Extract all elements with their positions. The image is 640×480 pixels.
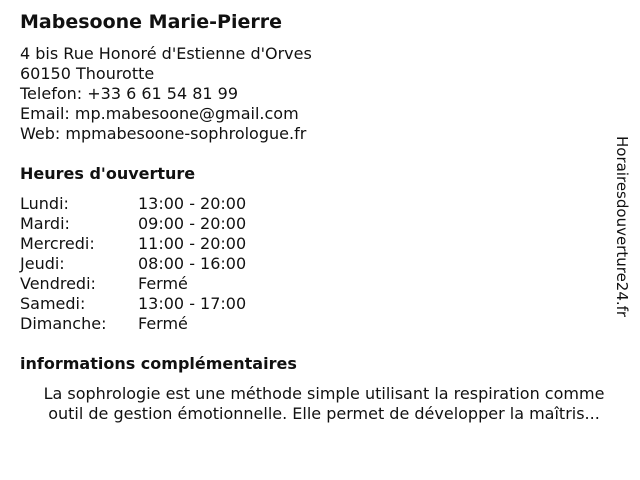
email-line: Email: mp.mabesoone@gmail.com bbox=[20, 104, 299, 123]
info-description bbox=[18, 384, 630, 424]
time-value: Fermé bbox=[138, 274, 188, 293]
hours-row-vendredi bbox=[20, 274, 280, 294]
hours-row-lundi bbox=[20, 194, 280, 214]
day-label: Vendredi: bbox=[20, 274, 96, 293]
hours-heading: Heures d'ouverture bbox=[20, 164, 196, 183]
hours-row-mercredi bbox=[20, 234, 280, 254]
hours-row-samedi bbox=[20, 294, 280, 314]
time-value: 13:00 - 17:00 bbox=[138, 294, 247, 313]
contact-block bbox=[20, 44, 312, 144]
watermark-text: Horairesdouverture24.fr bbox=[613, 136, 631, 318]
hours-row-jeudi bbox=[20, 254, 280, 274]
day-label: Samedi: bbox=[20, 294, 86, 313]
hours-row-dimanche bbox=[20, 314, 280, 334]
day-label: Lundi: bbox=[20, 194, 69, 213]
watermark bbox=[612, 136, 632, 346]
time-value: 11:00 - 20:00 bbox=[138, 234, 247, 253]
hours-table bbox=[20, 194, 280, 334]
business-name: Mabesoone Marie-Pierre bbox=[20, 11, 282, 33]
day-label: Mardi: bbox=[20, 214, 70, 233]
time-value: 13:00 - 20:00 bbox=[138, 194, 247, 213]
time-value: Fermé bbox=[138, 314, 188, 333]
day-label: Mercredi: bbox=[20, 234, 95, 253]
day-label: Jeudi: bbox=[20, 254, 65, 273]
description-line: La sophrologie est une méthode simple utilisant la respiration comme bbox=[43, 384, 605, 403]
hours-row-mardi bbox=[20, 214, 280, 234]
address-street: 4 bis Rue Honoré d'Estienne d'Orves bbox=[20, 44, 312, 63]
day-label: Dimanche: bbox=[20, 314, 107, 333]
time-value: 09:00 - 20:00 bbox=[138, 214, 247, 233]
info-heading: informations complémentaires bbox=[20, 354, 297, 373]
phone-line: Telefon: +33 6 61 54 81 99 bbox=[20, 84, 239, 103]
address-city: 60150 Thourotte bbox=[20, 64, 155, 83]
time-value: 08:00 - 16:00 bbox=[138, 254, 247, 273]
description-line: outil de gestion émotionnelle. Elle permet de développer la maîtris... bbox=[48, 404, 600, 423]
web-line: Web: mpmabesoone-sophrologue.fr bbox=[20, 124, 307, 143]
